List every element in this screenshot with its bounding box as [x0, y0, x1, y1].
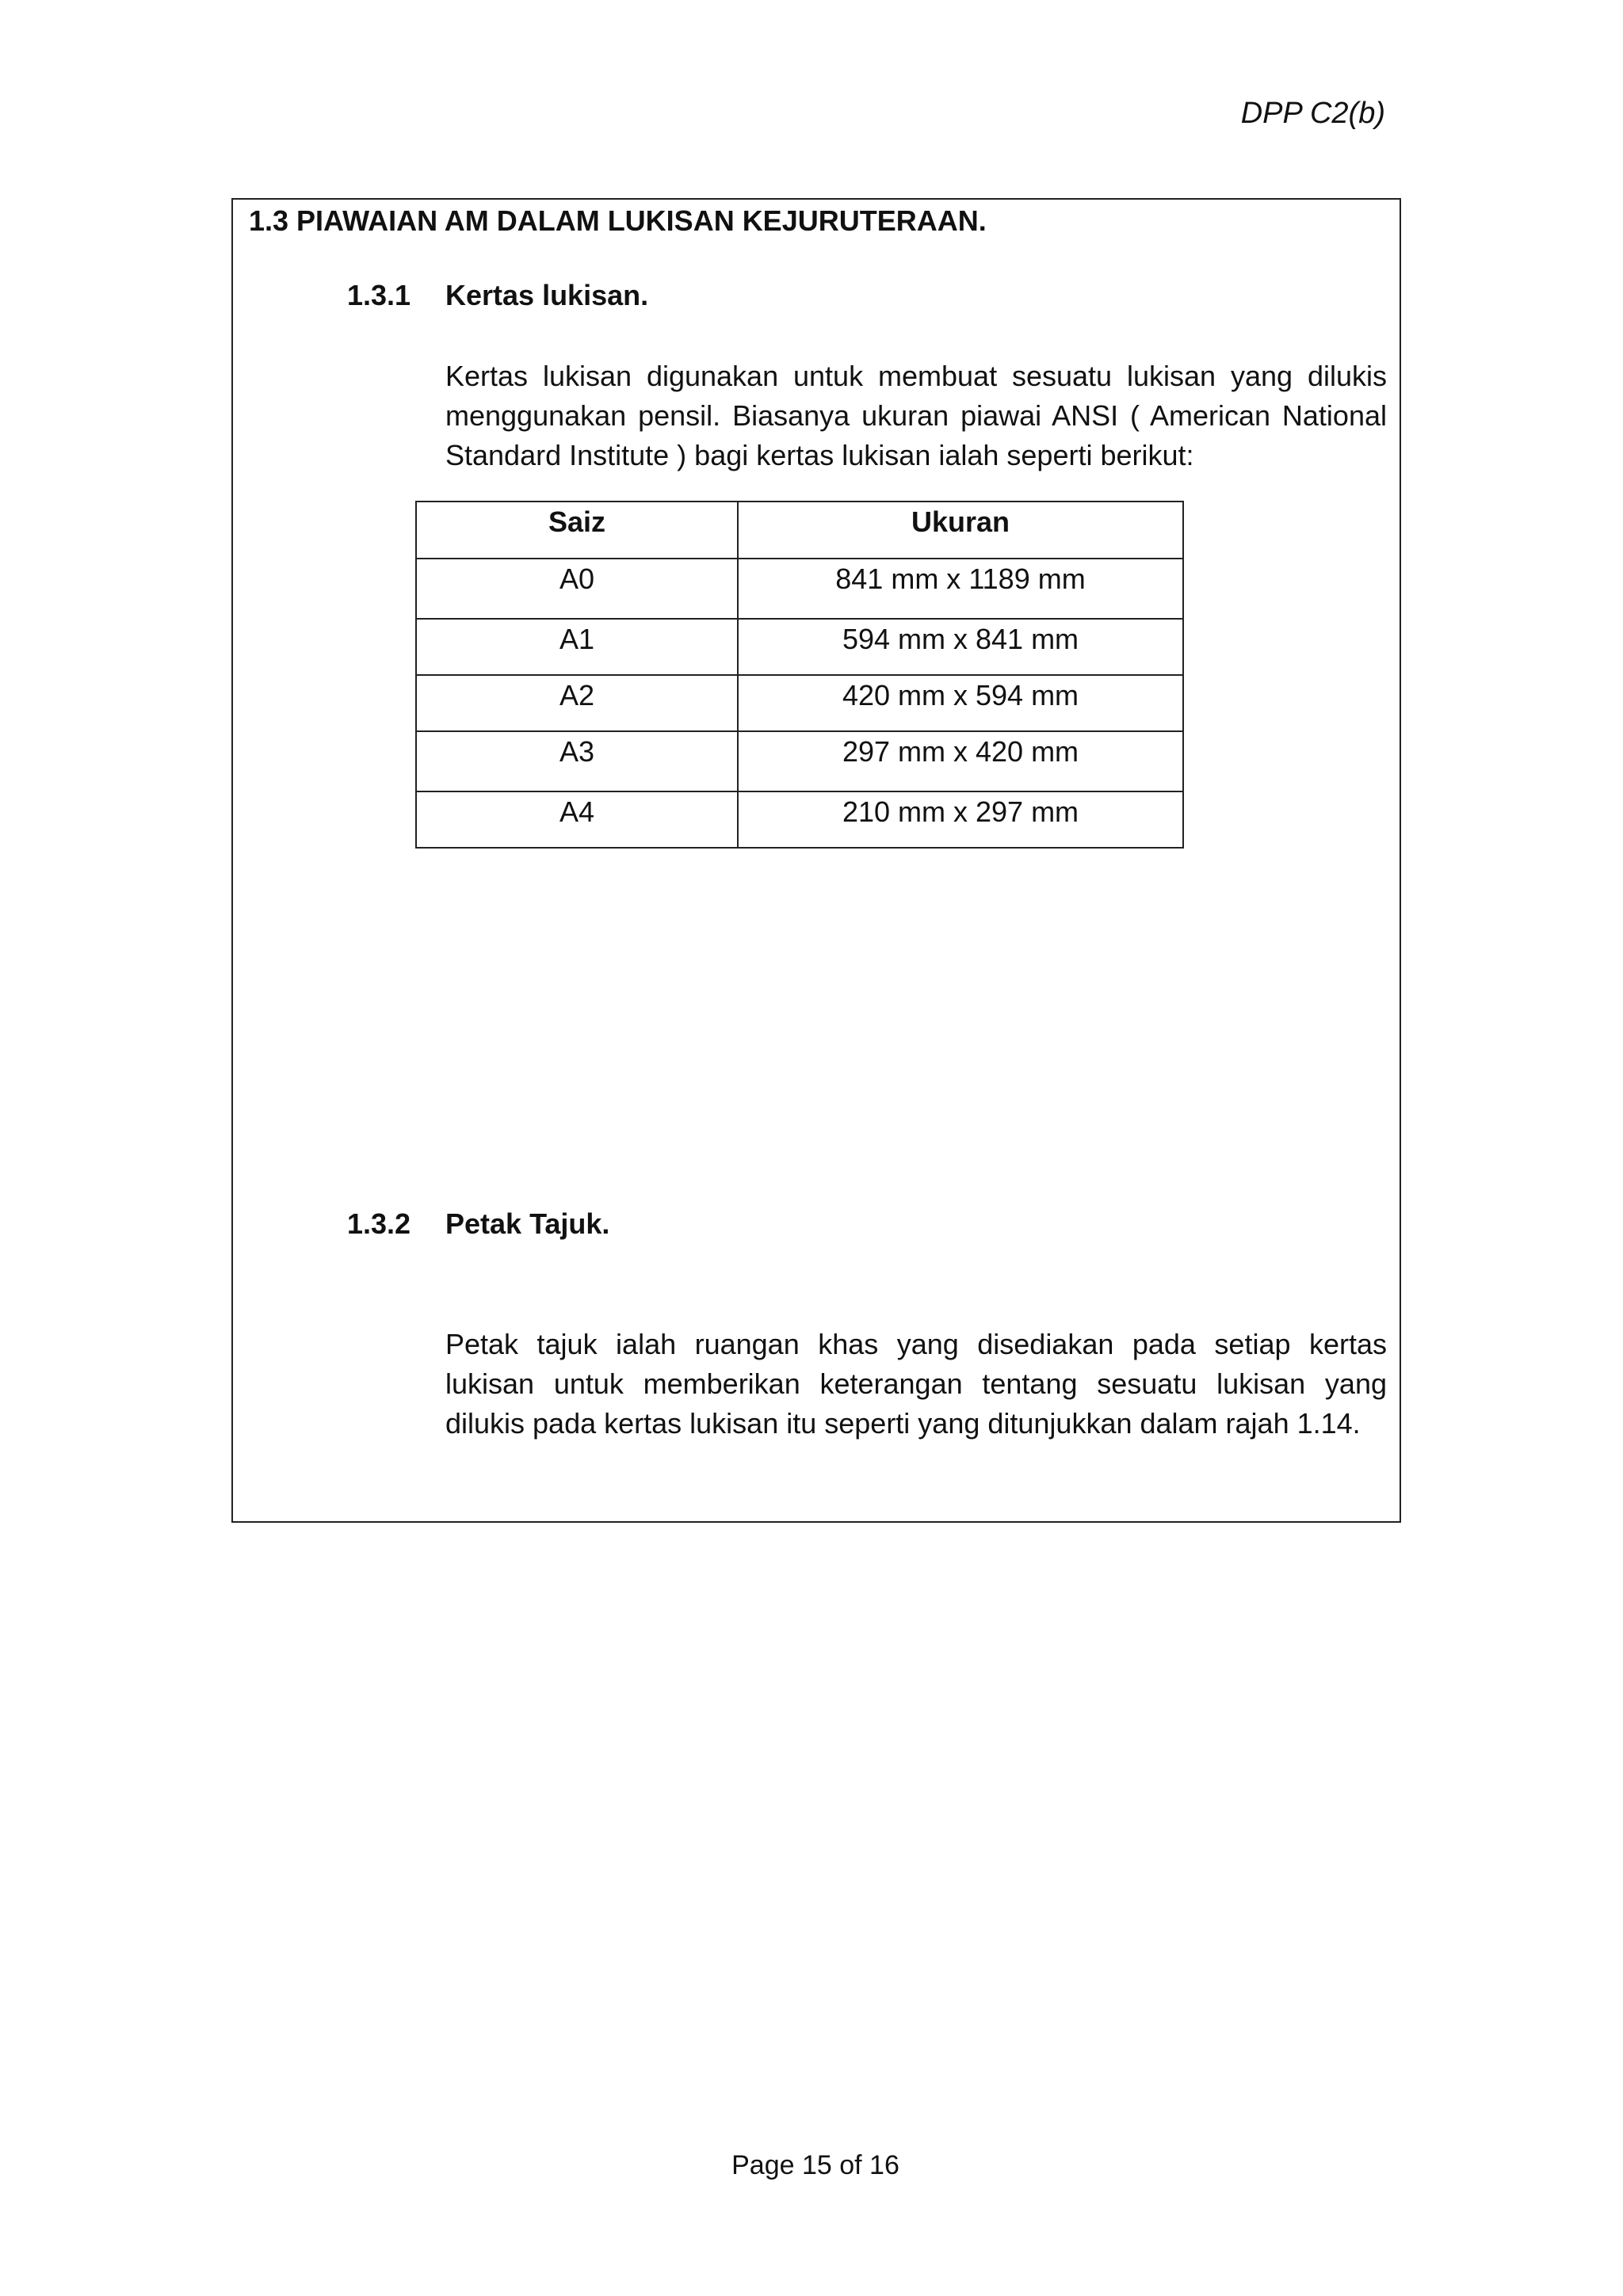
content-box	[231, 198, 1401, 1523]
subsection-heading-title-block	[347, 1207, 609, 1241]
table-cell: A4	[416, 791, 738, 848]
table-row	[416, 791, 1183, 848]
paragraph-paper: Kertas lukisan digunakan untuk membuat sesuatu lukisan yang dilukis menggunakan pensil. Biasanya ukuran piawai ANSI ( American National Standard Institute ) bagi kertas lukisan ialah seperti berikut:	[445, 360, 1387, 471]
table-row	[416, 675, 1183, 731]
table-header-cell: Ukuran	[738, 502, 1183, 559]
table-cell: A0	[416, 559, 738, 619]
table-cell: A3	[416, 731, 738, 791]
table-cell: 594 mm x 841 mm	[738, 619, 1183, 675]
table-header-cell: Saiz	[416, 502, 738, 559]
table-row	[416, 731, 1183, 791]
table-cell: 297 mm x 420 mm	[738, 731, 1183, 791]
page-number: Page 15 of 16	[731, 2150, 899, 2180]
paper-size-table	[415, 501, 1184, 849]
paragraph-title-block: Petak tajuk ialah ruangan khas yang disediakan pada setiap kertas lukisan untuk memberikan keterangan tentang sesuatu lukisan yang dilukis pada kertas lukisan itu seperti yang ditunjukkan dalam rajah 1.14.	[445, 1328, 1387, 1440]
table-row	[416, 559, 1183, 619]
table-row	[416, 619, 1183, 675]
subsection-title: Petak Tajuk.	[445, 1207, 610, 1240]
table-cell: 420 mm x 594 mm	[738, 675, 1183, 731]
table-cell: A2	[416, 675, 738, 731]
subsection-title: Kertas lukisan.	[445, 279, 649, 311]
table-cell: 841 mm x 1189 mm	[738, 559, 1183, 619]
subsection-number: 1.3.2	[347, 1207, 411, 1240]
subsection-number: 1.3.1	[347, 279, 411, 311]
table-header-row	[416, 502, 1183, 559]
subsection-heading-paper	[347, 279, 648, 312]
document-code: DPP C2(b)	[1240, 97, 1385, 130]
section-heading: 1.3 PIAWAIAN AM DALAM LUKISAN KEJURUTERAAN.	[249, 204, 987, 237]
table-cell: A1	[416, 619, 738, 675]
table-cell: 210 mm x 297 mm	[738, 791, 1183, 848]
